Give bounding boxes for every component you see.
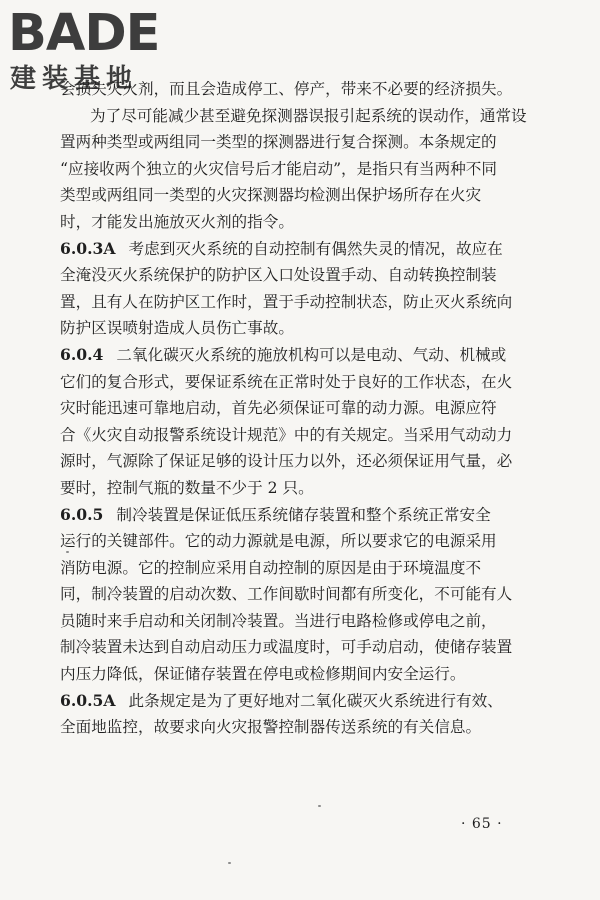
line-text: 二氧化碳灭火系统的施放机构可以是电动、气动、机械或 (116, 345, 507, 364)
line-text: 源时，气源除了保证足够的设计压力以外，还必须保证用气量，必 (60, 452, 513, 471)
line-text: 此条规定是为了更好地对二氧化碳灭火系统进行有效、 (128, 691, 503, 710)
paragraph-p2 (60, 342, 530, 502)
page-number: · 65 · (461, 816, 503, 832)
text-line (60, 502, 530, 529)
line-text: 运行的关键部件。它的动力源就是电源，所以要求它的电源采用 (60, 532, 497, 551)
text-line (60, 608, 530, 635)
text-line (60, 156, 530, 183)
scan-speck (66, 551, 69, 553)
text-line (60, 528, 530, 555)
line-text: 灾时能迅速可靠地启动，首先必须保证可靠的动力源。电源应符 (60, 399, 497, 418)
line-text: 防护区误喷射造成人员伤亡事故。 (60, 319, 294, 338)
text-line (60, 395, 530, 422)
text-line (60, 661, 530, 688)
line-text: 置两种类型或两组同一类型的探测器进行复合探测。本条规定的 (60, 133, 497, 152)
text-line (60, 581, 530, 608)
paragraph-p0 (60, 76, 530, 236)
text-line (60, 315, 530, 342)
line-text: 置，且有人在防护区工作时，置于手动控制状态，防止灭火系统向 (60, 292, 513, 311)
text-line (60, 369, 530, 396)
text-line (60, 289, 530, 316)
line-text: 要时，控制气瓶的数量不少于 2 只。 (60, 478, 314, 497)
line-text: 合《火灾自动报警系统设计规范》中的有关规定。当采用气动动力 (60, 425, 513, 444)
line-text: 内压力降低，保证储存装置在停电或检修期间内安全运行。 (60, 665, 466, 684)
text-line (60, 262, 530, 289)
line-text: “应接收两个独立的火灾信号后才能启动”，是指只有当两种不同 (60, 159, 497, 178)
text-line (60, 103, 530, 130)
line-text: 它们的复合形式，要保证系统在正常时处于良好的工作状态，在火 (60, 372, 513, 391)
paragraph-p4 (60, 688, 530, 741)
line-text: 员随时来手启动和关闭制冷装置。当进行电路检修或停电之前， (60, 611, 497, 630)
section-number: 6.0.5 (60, 504, 104, 524)
text-line (60, 475, 530, 502)
text-line (60, 422, 530, 449)
line-text: 考虑到灭火系统的自动控制有偶然失灵的情况，故应在 (128, 239, 503, 258)
line-text: 消防电源。它的控制应采用自动控制的原因是由于环境温度不 (60, 558, 482, 577)
section-number: 6.0.4 (60, 344, 104, 364)
section-number: 6.0.3A (60, 238, 116, 258)
line-text: 同，制冷装置的启动次数、工作间歇时间都有所变化，不可能有人 (60, 585, 513, 604)
line-text: 全淹没灭火系统保护的防护区入口处设置手动、自动转换控制装 (60, 266, 497, 285)
logo-subtitle: 建装基地 (10, 64, 139, 94)
paragraph-p1 (60, 236, 530, 342)
line-text: 类型或两组同一类型的火灾探测器均检测出保护场所存在火灾 (60, 186, 482, 205)
text-line (60, 236, 530, 263)
scan-speck (228, 862, 231, 864)
text-line (60, 688, 530, 715)
text-line (60, 555, 530, 582)
text-line (60, 714, 530, 741)
text-line (60, 182, 530, 209)
paragraph-p3 (60, 502, 530, 688)
line-text: 会损失灭火剂，而且会造成停工、停产，带来不必要的经济损失。 (60, 80, 513, 98)
line-text: 为了尽可能减少甚至避免探测器误报引起系统的误动作，通常设 (90, 106, 527, 125)
text-line (60, 209, 530, 236)
text-line (60, 76, 530, 103)
text-line (60, 448, 530, 475)
logo-brand: BADE (8, 4, 160, 63)
line-text: 全面地监控，故要求向火灾报警控制器传送系统的有关信息。 (60, 718, 482, 737)
text-line (60, 129, 530, 156)
section-number: 6.0.5A (60, 690, 116, 710)
text-line (60, 634, 530, 661)
line-text: 时，才能发出施放灭火剂的指令。 (60, 212, 294, 231)
scan-speck (318, 805, 321, 807)
text-line (60, 342, 530, 369)
document-body (60, 76, 530, 741)
line-text: 制冷装置是保证低压系统储存装置和整个系统正常安全 (116, 505, 491, 524)
line-text: 制冷装置未达到自动启动压力或温度时，可手动启动，使储存装置 (60, 638, 513, 657)
